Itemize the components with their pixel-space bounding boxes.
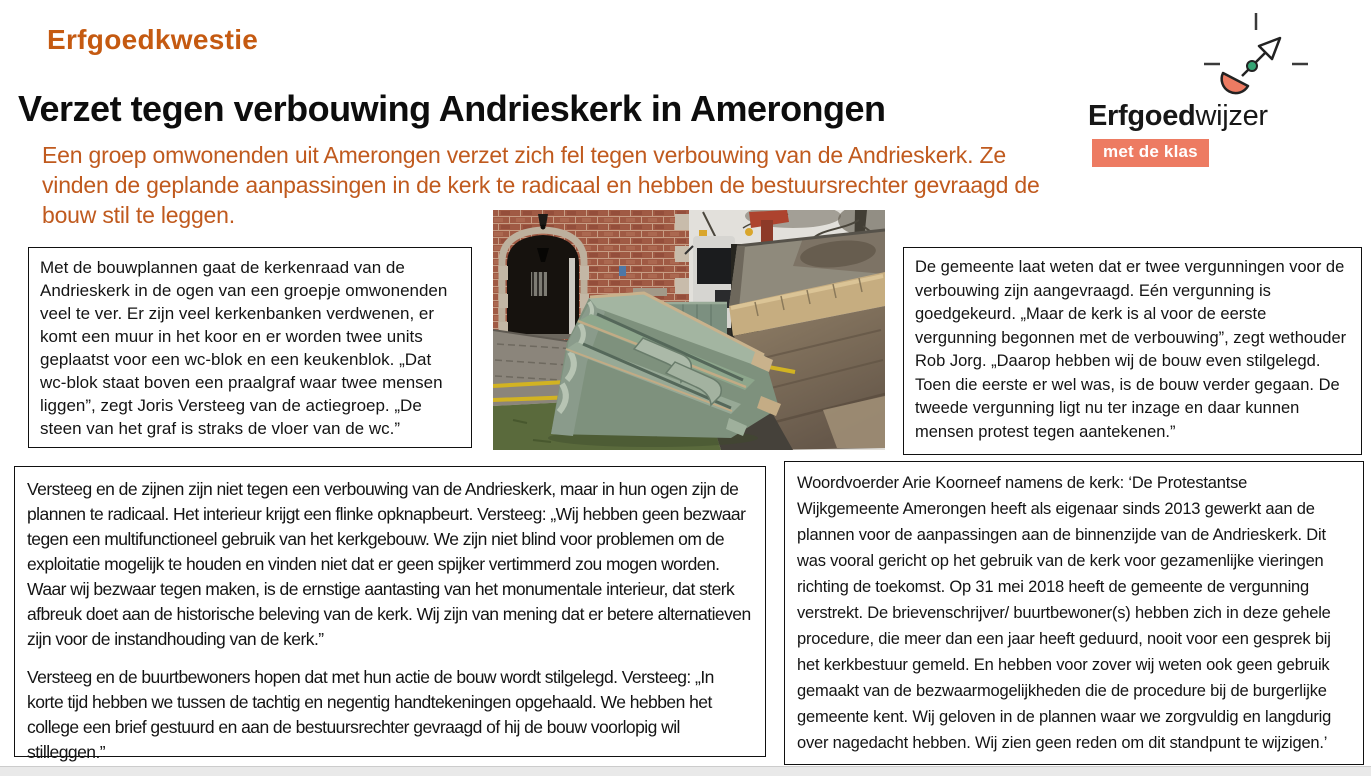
logo-badge: met de klas <box>1092 139 1209 167</box>
article-box-bottom-right <box>784 461 1364 765</box>
church-construction-photo <box>493 210 885 450</box>
page-title: Verzet tegen verbouwing Andrieskerk in Amerongen <box>18 88 886 129</box>
logo-wordmark-bold: Erfgoed <box>1088 100 1196 132</box>
logo-wordmark-regular: wijzer <box>1195 100 1268 132</box>
article-text-bottom-left-p1: Versteeg en de zijnen zijn niet tegen een verbouwing van de Andrieskerk, maar in hun ogen zijn de plannen te radicaal. Het interieur krijgt een flinke opknapbeurt. Versteeg: „Wij hebben geen bezwaar tegen een multifunctioneel gebruik van het kerkgebouw. We zijn niet blind voor problemen om de exploitatie mogelijk te houden en vinden niet dat er geen spijker vertimmerd zou mogen worden. Waar wij bezwaar tegen maken, is de ernstige aantasting van het monumentale interieur, dat sterk afbreuk doet aan de historische beleving van de kerk. Wij zijn van mening dat er betere alternatieven zijn voor de instandhouding van de kerk.” <box>27 479 751 649</box>
article-box-top-right <box>903 247 1362 455</box>
kicker-title: Erfgoedkwestie <box>47 24 259 55</box>
compass-arrow-icon <box>1190 10 1322 102</box>
slide-bottom-strip <box>0 766 1371 776</box>
blue-sign <box>619 266 626 276</box>
article-box-bottom-left <box>14 466 766 762</box>
article-text-bottom-left-p2: Versteeg en de buurtbewoners hopen dat met hun actie de bouw wordt stilgelegd. Versteeg: „In korte tijd hebben we tussen de tachtig en negentig handtekeningen opgehaald. We hebben het college een brief gestuurd en aan de bestuursrechter gevraagd of hij de bouw voorlopig wil stilleggen.” <box>27 667 714 762</box>
logo-wordmark <box>1088 100 1268 133</box>
article-text-top-left: Met de bouwplannen gaat de kerkenraad van de Andrieskerk in de ogen van een groepje omwonenden veel te ver. Er zijn veel kerkenbanken verdwenen, er komt een muur in het koor en er worden twee units geplaatst voor een wc-blok en een keukenblok. „Dat wc-blok staat boven een praalgraf waar twee mensen liggen”, zegt Joris Versteeg van de actiegroep. „De steen van het graf is straks de vloer van de wc.” <box>40 258 448 438</box>
intro-paragraph: Een groep omwonenden uit Amerongen verzet zich fel tegen verbouwing van de Andrieskerk. Ze vinden de geplande aanpassingen in de kerk te radicaal en hebben de bestuursrechter gevraagd de bouw stil te leggen. <box>42 142 1040 228</box>
article-box-top-left <box>28 247 472 448</box>
article-text-top-right: De gemeente laat weten dat er twee vergunningen voor de verbouwing zijn aangevraagd. Eén vergunning is goedgekeurd. „Maar de kerk is al voor de eerste vergunning begonnen met de verbouwing”, zegt wethouder Rob Jorg. „Daarop hebben wij de bouw even stilgelegd. Toen die eerste er wel was, is de bouw verder gegaan. De tweede vergunning ligt nu ter inzage en daar kunnen mensen protest tegen aantekenen.” <box>915 258 1347 441</box>
article-text-bottom-right: Woordvoerder Arie Koorneef namens de kerk: ‘De Protestantse Wijkgemeente Amerongen heeft als eigenaar sinds 2013 gewerkt aan de plannen voor de aanpassingen aan de binnenzijde van de Andrieskerk. Dit was vooral gericht op het gebruik van de kerk voor gezamenlijke vieringen richting de toekomst. Op 31 mei 2018 heeft de gemeente de vergunning verstrekt. De brievenschrijver/ buurtbewoner(s) hebben zich in deze gehele procedure, die meer dan een jaar heeft geduurd, nooit voor een gesprek bij het kerkbestuur gemeld. En hebben voor zover wij weten ook geen gebruik gemaakt van de bezwaarmogelijkheden die de procedure bij de burgerlijke gemeente kent. Wij geloven in de plannen waar we zorgvuldig en langdurig over nagedacht hebben. Wij zien geen reden om dit standpunt te wijzigen.’ <box>797 474 1332 752</box>
